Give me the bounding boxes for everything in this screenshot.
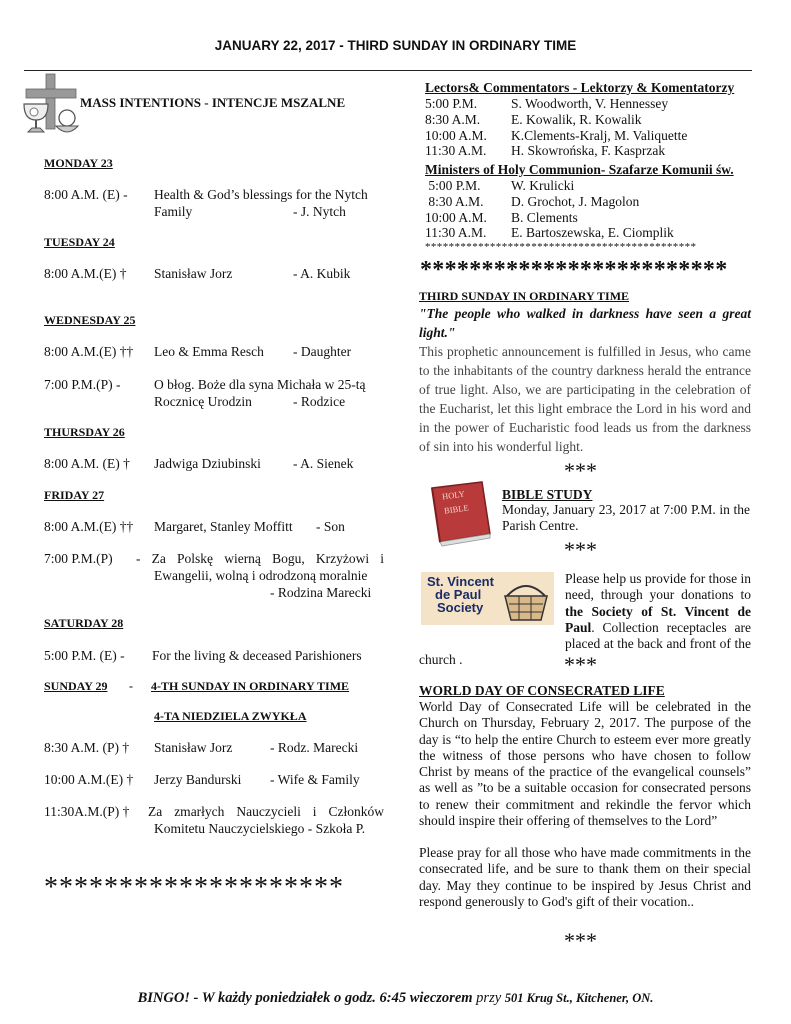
logo-text: Society	[437, 600, 484, 615]
day-tuesday: TUESDAY 24	[44, 235, 115, 249]
intention-time: 10:00 A.M.(E) †	[44, 772, 134, 787]
minister-names: W. Krulicki	[511, 178, 575, 193]
intention-mon-1	[44, 187, 394, 221]
lector-names: K.Clements-Kralj, M. Valiquette	[511, 127, 688, 143]
lector-names: S. Woodworth, V. Hennessey	[511, 96, 669, 111]
intention-wed-1	[44, 344, 394, 362]
intention-sat-1	[44, 648, 394, 666]
minister-names: E. Bartoszewska, E. Ciomplik	[511, 225, 674, 241]
day-saturday: SATURDAY 28	[44, 616, 124, 630]
lector-time: 5:00 P.M.	[425, 96, 478, 111]
intention-sun-1	[44, 740, 394, 758]
lector-row	[425, 128, 755, 144]
intention-text: Family	[154, 204, 193, 219]
intention-time: 7:00 P.M.(P) -	[44, 377, 121, 392]
intention-time: 11:30A.M.(P) †	[44, 804, 130, 819]
intention-text: Margaret, Stanley Moffitt	[154, 519, 293, 534]
intention-text: Leo & Emma Resch	[154, 344, 264, 359]
lector-names: E. Kowalik, R. Kowalik	[511, 111, 642, 127]
ministers-title: Ministers of Holy Communion- Szafarze Komunii św.	[425, 162, 734, 177]
intention-text: Za zmarłych Nauczycieli i Członków	[148, 804, 384, 819]
intention-text: Jadwiga Dziubinski	[154, 456, 261, 471]
minister-time: 10:00 A.M.	[425, 209, 487, 225]
intention-text: O błog. Boże dla syna Michała w 25-tą	[154, 377, 366, 392]
intention-requester: - Rodzice	[293, 394, 346, 409]
intention-requester: - Rodz. Marecki	[270, 740, 359, 755]
svdp-society-name: the Society of St. Vincent de Paul	[565, 603, 751, 635]
page-title: JANUARY 22, 2017 - THIRD SUNDAY IN ORDINARY TIME	[214, 38, 577, 53]
holy-bible-icon	[424, 480, 494, 550]
intention-time: 7:00 P.M.(P)	[44, 551, 113, 566]
intention-requester: - J. Nytch	[293, 204, 346, 219]
logo-wrap-space	[419, 571, 565, 637]
intention-time: 8:00 A.M.(E) ††	[44, 519, 134, 534]
lector-time: 11:30 A.M.	[425, 143, 487, 159]
intention-sun-3	[44, 804, 394, 838]
lector-time: 8:30 A.M.	[425, 111, 481, 127]
minister-names: D. Grochot, J. Magolon	[511, 193, 640, 209]
intention-thu-1	[44, 456, 394, 474]
separator-stars: ***	[564, 928, 597, 953]
logo-text: St. Vincent	[427, 574, 494, 589]
separator-stars: ***	[564, 652, 597, 677]
intention-time: 8:00 A.M.(E) ††	[44, 344, 134, 359]
intention-text: For the living & deceased Parishioners	[152, 648, 362, 663]
svdp-text: . Collection receptacles are placed at the back and front of the church .	[419, 619, 751, 668]
intention-fri-2	[44, 551, 394, 601]
intention-requester: - Wife & Family	[270, 772, 360, 787]
intention-requester: - A. Kubik	[293, 266, 351, 281]
intention-text: Ewangelii, wolną i odrodzoną moralnie	[154, 568, 368, 583]
bible-cover-text: HOLY	[441, 488, 466, 502]
intention-fri-1	[44, 519, 394, 537]
chalice-icon	[20, 72, 80, 138]
third-sunday-quote: "The people who walked in darkness have seen a great light."	[419, 306, 751, 340]
lector-row	[425, 143, 755, 159]
bible-cover-text: BIBLE	[443, 502, 470, 516]
intention-text: - Za Polskę wierną Bogu, Krzyżowi i	[136, 551, 384, 566]
intention-text: Jerzy Bandurski	[154, 772, 242, 787]
day-wednesday: WEDNESDAY 25	[44, 313, 136, 327]
bible-study-body: Monday, January 23, 2017 at 7:00 P.M. in the Parish Centre.	[502, 502, 750, 533]
intention-time: 8:00 A.M.(E) †	[44, 266, 127, 281]
lector-row	[425, 112, 755, 128]
intention-wed-2	[44, 377, 394, 411]
sunday-dash: -	[129, 679, 133, 693]
intention-tue-1	[44, 266, 394, 284]
day-sunday: SUNDAY 29	[44, 679, 108, 693]
day-thursday: THURSDAY 26	[44, 425, 125, 439]
intention-time: 8:00 A.M. (E) †	[44, 456, 130, 471]
intention-time: 8:30 A.M. (P) †	[44, 740, 130, 755]
separator-stars: ***	[564, 537, 597, 562]
star-divider-left: ********************	[44, 872, 344, 903]
footer-text: przy	[476, 990, 505, 1006]
minister-row	[425, 178, 755, 194]
footer-text: BINGO! - W każdy poniedziałek o godz. 6:45 wieczorem	[137, 990, 477, 1006]
minister-row	[425, 194, 755, 210]
minister-time: 11:30 A.M.	[425, 225, 487, 241]
minister-time: 5:00 P.M.	[425, 178, 481, 193]
ministers-list	[425, 178, 755, 241]
intention-text: Rocznicę Urodzin	[154, 394, 252, 409]
footer-address: 501 Krug St., Kitchener, ON.	[504, 991, 654, 1005]
third-sunday-title: THIRD SUNDAY IN ORDINARY TIME	[419, 289, 630, 303]
intention-text: Stanisław Jorz	[154, 266, 233, 281]
intention-sun-2	[44, 772, 394, 790]
consecrated-body-1: World Day of Consecrated Life will be celebrated in the Church on Thursday, February 2, 2017. The purpose of the day is “to help the entire Church to esteem ever more greatly the witness of those persons who have chosen to follow Christ by means of the practice of the evangelical counsels” as well as ”to be a suitable occasion for consecrated persons to renew their commitment and rekindle the fervor which should inspire their offering of themselves to the Lord”	[419, 699, 751, 829]
intention-requester: - Son	[316, 519, 345, 534]
minister-row	[425, 225, 755, 241]
minister-row	[425, 210, 755, 226]
small-star-divider: **********************************************	[425, 241, 697, 253]
intention-requester: - A. Sienek	[293, 456, 354, 471]
third-sunday-body: This prophetic announcement is fulfilled in Jesus, who came to the inhabitants of the country darkness herald the entrance of true light. Also, we are participating in the celebration of the Eucharist, let this light embrace the Lord in his word and in the power of Eucharistic food leads us from the darkness of sin into his wonderful light.	[419, 344, 751, 454]
bingo-footer	[0, 990, 791, 1007]
intention-requester: - Rodzina Marecki	[270, 585, 372, 600]
lectors-title: Lectors& Commentators - Lektorzy & Komentatorzy	[425, 80, 735, 95]
minister-time: 8:30 A.M.	[425, 193, 484, 209]
intention-time: 8:00 A.M. (E) -	[44, 187, 128, 202]
lector-time: 10:00 A.M.	[425, 127, 487, 143]
day-monday: MONDAY 23	[44, 156, 113, 170]
lector-names: H. Skowrońska, F. Kasprzak	[511, 143, 666, 159]
top-divider	[24, 70, 752, 71]
minister-names: B. Clements	[511, 209, 578, 225]
big-star-divider: *************************	[420, 257, 728, 283]
sunday-title: 4-TH SUNDAY IN ORDINARY TIME	[151, 679, 350, 693]
consecrated-body-2: Please pray for all those who have made commitments in the consecrated life, and be sure to thank them on their special day. May they continue to be inspired by Jesus Christ and respond generously to God's gift of their vocation..	[419, 845, 751, 909]
day-friday: FRIDAY 27	[44, 488, 105, 502]
lector-row	[425, 96, 755, 112]
intention-text: Stanisław Jorz	[154, 740, 233, 755]
bible-study-title: BIBLE STUDY	[502, 487, 593, 502]
intention-requester: - Daughter	[293, 344, 352, 359]
sunday-title-pl: 4-TA NIEDZIELA ZWYKŁA	[154, 709, 307, 723]
svdp-text: Please help us provide for those in need, through your donations to	[565, 571, 751, 603]
intention-time: 5:00 P.M. (E) -	[44, 648, 125, 663]
consecrated-title: WORLD DAY OF CONSECRATED LIFE	[419, 683, 665, 698]
logo-text: de Paul	[435, 587, 482, 602]
separator-stars: ***	[564, 458, 597, 483]
lectors-list	[425, 96, 755, 159]
intention-text: Komitetu Nauczycielskiego - Szkoła P.	[154, 821, 366, 836]
intention-text: Health & God’s blessings for the Nytch	[154, 187, 368, 202]
mass-intentions-title: MASS INTENTIONS - INTENCJE MSZALNE	[80, 95, 346, 110]
